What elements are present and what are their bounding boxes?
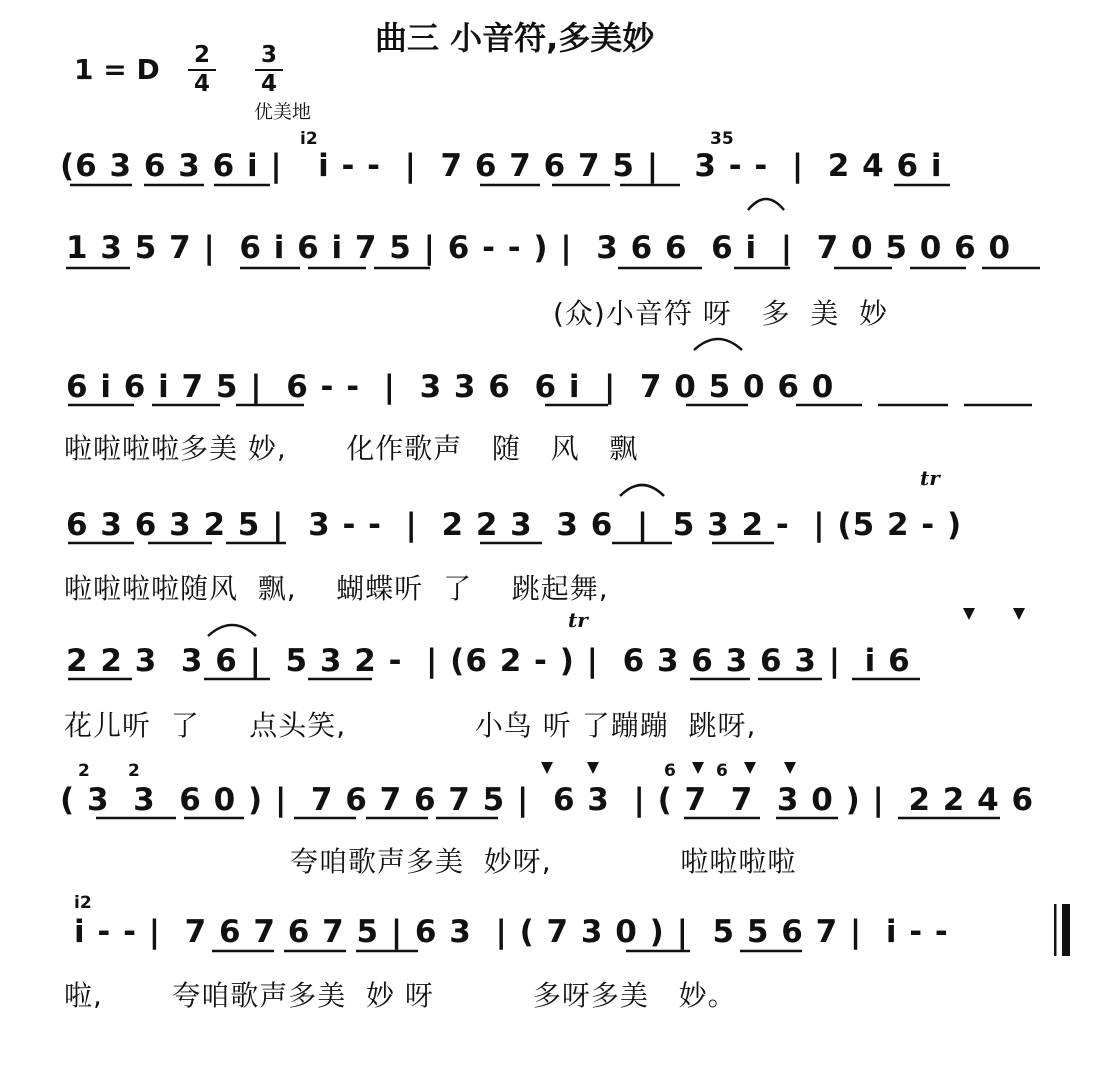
lyrics-row-3: 啦啦啦啦多美 妙, 化作歌声 随 风 飘 <box>64 432 639 465</box>
tempo-marking: 优美地 <box>254 101 312 123</box>
grace-note: 6 <box>716 761 728 781</box>
notation-row-7: i - - | 7 6 7 6 7 5 | 6 3 | ( 7 3 0 ) | 5 5 6 7 | i - - <box>74 914 949 950</box>
notation-row-2: 1 3 5 7 | 6 i 6 i 7 5 | 6 - - ) | 3 6 6 6 i | 7 0 5 0 6 0 <box>66 230 1012 266</box>
lyrics-row-6: 夸咱歌声多美 妙呀, 啦啦啦啦 <box>290 845 797 878</box>
notation-row-5: 2 2 3 3 6 | 5 3 2 - | (6 2 - ) | 6 3 6 3 6 3 | i 6 <box>66 643 911 679</box>
grace-note: 35 <box>710 129 734 149</box>
grace-note: i2 <box>74 893 92 913</box>
trill-ornament: tr <box>920 466 940 490</box>
key-signature: 1 = D <box>74 53 160 86</box>
notation-row-3: 6 i 6 i 7 5 | 6 - - | 3 3 6 6 i | 7 0 5 0 6 0 <box>66 369 835 405</box>
lyrics-row-7: 啦, 夸咱歌声多美 妙 呀 多呀多美 妙。 <box>64 979 737 1012</box>
notation-row-1: (6 3 6 3 6 i | i - - | 7 6 7 6 7 5 | 3 - - | 2 4 6 i <box>60 148 943 184</box>
lyrics-row-5: 花儿听 了 点头笑, 小鸟 听 了蹦蹦 跳呀, <box>64 709 757 742</box>
notation-row-6: ( 3 3 6 0 ) | 7 6 7 6 7 5 | 6 3 | ( 7 7 3 0 ) | 2 2 4 6 <box>60 782 1035 818</box>
notation-row-4: 6 3 6 3 2 5 | 3 - - | 2 2 3 3 6 | 5 3 2 - | (5 2 - ) <box>66 507 963 543</box>
lyrics-row-4: 啦啦啦啦随风 飘, 蝴蝶听 了 跳起舞, <box>64 572 609 605</box>
grace-note: i2 <box>300 129 318 149</box>
grace-note: 2 <box>78 761 90 781</box>
time-signature-3-4: 3 4 <box>255 44 283 96</box>
song-title: 曲三 小音符,多美妙 <box>375 19 655 57</box>
grace-note: 2 <box>128 761 140 781</box>
time-signature-2-4: 2 4 <box>188 44 216 96</box>
trill-ornament: tr <box>568 608 588 632</box>
lyrics-row-2: (众)小音符 呀 多 美 妙 <box>553 297 889 330</box>
grace-note: 6 <box>664 761 676 781</box>
